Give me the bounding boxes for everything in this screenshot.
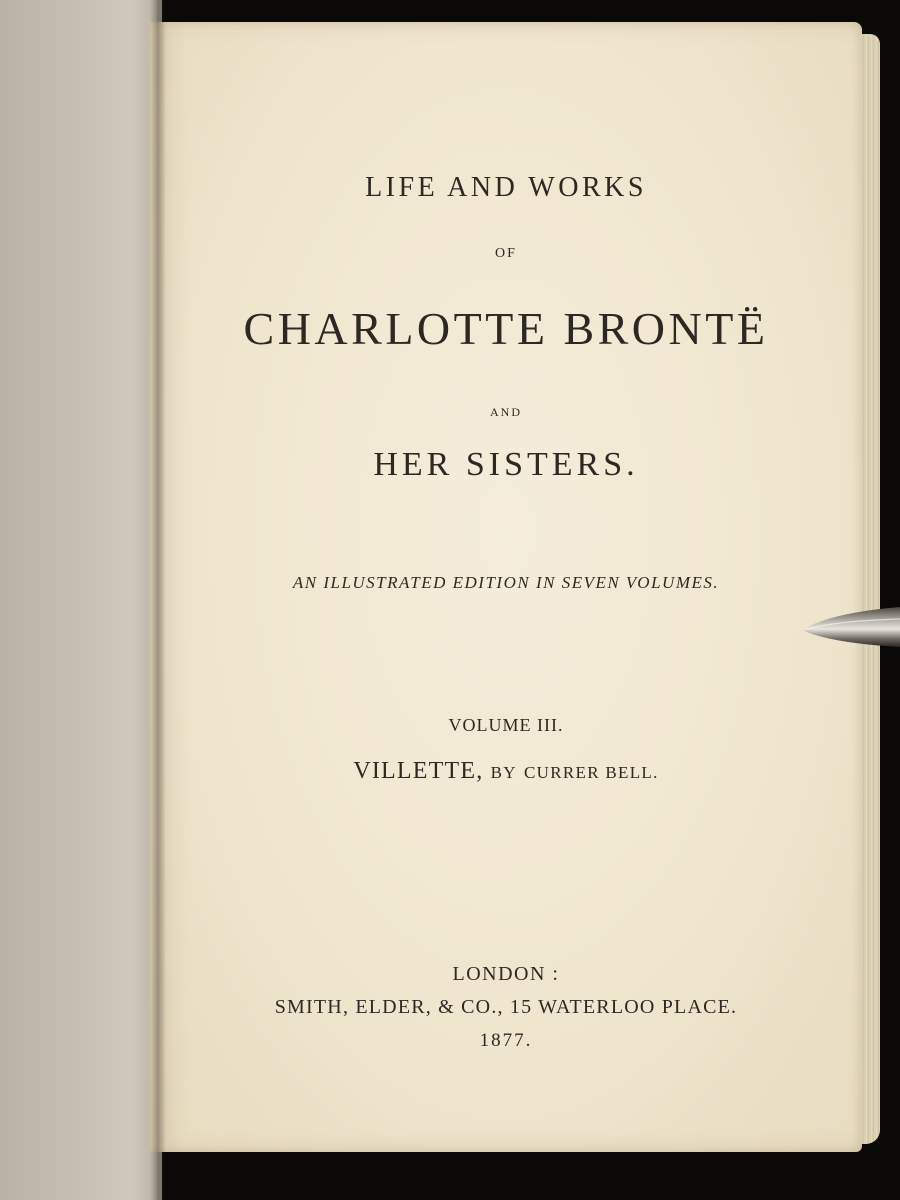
- work-title: VILLETTE,: [353, 758, 484, 784]
- work-author: CURRER BELL.: [524, 763, 659, 782]
- volume-number: VOLUME III.: [448, 715, 564, 735]
- title-page: [150, 22, 862, 1152]
- edition-statement: AN ILLUSTRATED EDITION IN SEVEN VOLUMES.: [292, 573, 720, 592]
- left-endpaper: [0, 0, 162, 1200]
- work-title-line: [150, 758, 862, 785]
- title-line-of: OF: [495, 246, 517, 261]
- imprint-city: LONDON :: [452, 963, 560, 985]
- gutter-shadow: [150, 0, 166, 1200]
- metal-page-clip-icon: [800, 601, 900, 653]
- imprint-publisher: SMITH, ELDER, & CO., 15 WATERLOO PLACE.: [274, 996, 738, 1018]
- title-line-and: AND: [490, 405, 522, 419]
- title-line-life-and-works: LIFE AND WORKS: [365, 172, 647, 203]
- work-by: BY: [490, 763, 517, 782]
- title-line-her-sisters: HER SISTERS.: [373, 446, 639, 483]
- imprint-year: 1877.: [479, 1030, 533, 1051]
- title-line-author-name: CHARLOTTE BRONTË: [243, 303, 769, 354]
